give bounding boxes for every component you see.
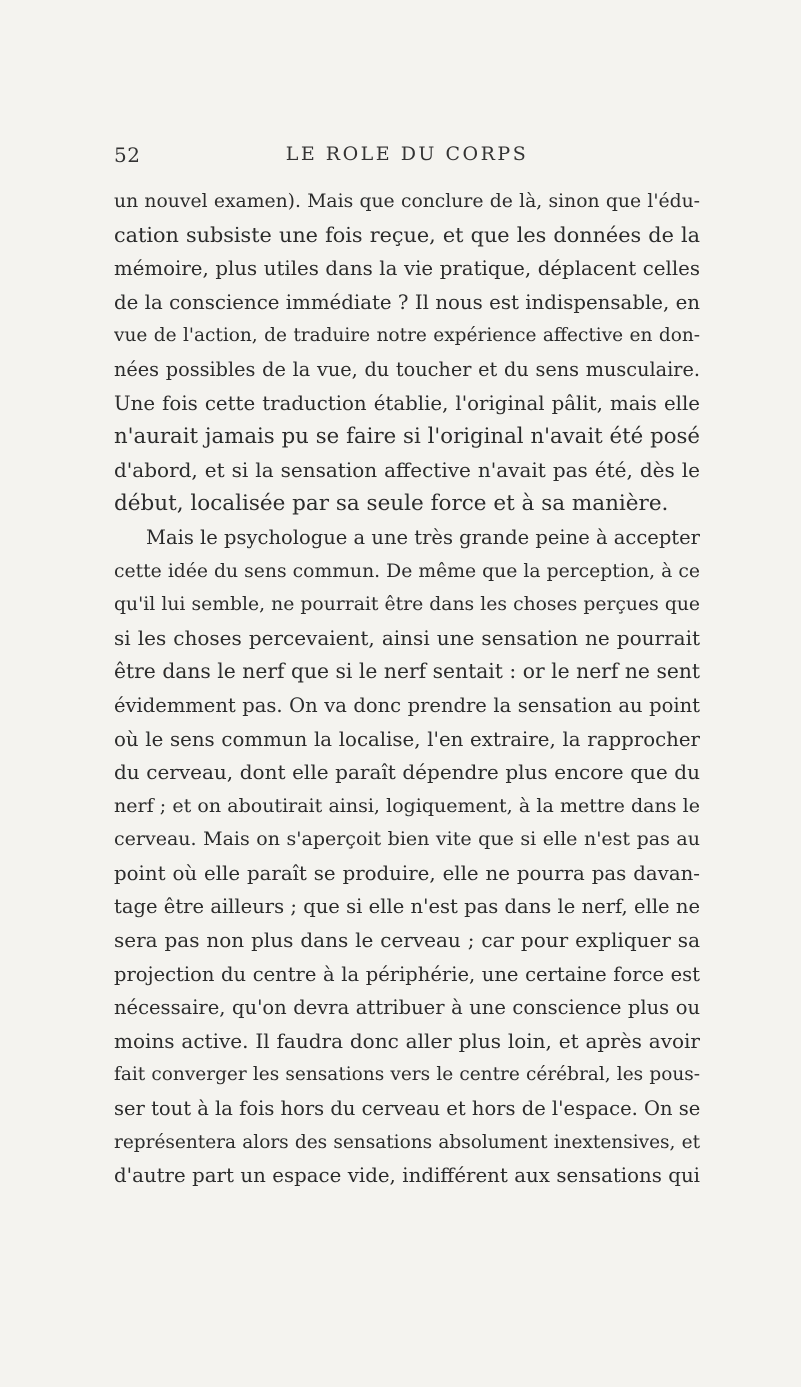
- text-line: moins active. Il faudra donc aller plus loin, et après avoir: [114, 1028, 700, 1053]
- page-header: [114, 143, 700, 173]
- text-line: tage être ailleurs ; que si elle n'est pas dans le nerf, elle ne: [114, 895, 700, 919]
- text-line: évidemment pas. On va donc prendre la sensation au point: [114, 693, 700, 717]
- text-line: ser tout à la fois hors du cerveau et hors de l'espace. On se: [114, 1097, 700, 1121]
- text-line: du cerveau, dont elle paraît dépendre plus encore que du: [114, 760, 700, 785]
- text-line: projection du centre à la périphérie, une certaine force est: [114, 962, 700, 986]
- text-line: représentera alors des sensations absolument inextensives, et: [114, 1131, 700, 1153]
- text-line: point où elle paraît se produire, elle ne pourra pas davan-: [114, 861, 700, 885]
- text-line: nécessaire, qu'on devra attribuer à une conscience plus ou: [114, 996, 700, 1020]
- text-line: cation subsiste une fois reçue, et que les données de la: [114, 222, 700, 247]
- text-line: si les choses percevaient, ainsi une sensation ne pourrait: [114, 625, 700, 650]
- text-line: cerveau. Mais on s'aperçoit bien vite que si elle n'est pas au: [114, 828, 700, 851]
- text-line: d'abord, et si la sensation affective n'avait pas été, dès le: [114, 457, 700, 482]
- text-line: Une fois cette traduction établie, l'original pâlit, mais elle: [114, 391, 700, 415]
- text-line: début, localisée par sa seule force et à sa manière.: [114, 491, 669, 517]
- running-head: LE ROLE DU CORPS: [285, 143, 529, 165]
- text-line: être dans le nerf que si le nerf sentait : or le nerf ne sent: [114, 659, 700, 684]
- text-line: nerf ; et on aboutirait ainsi, logiquement, à la mettre dans le: [114, 794, 700, 817]
- body-text: [114, 185, 700, 1193]
- text-line: d'autre part un espace vide, indifférent aux sensations qui: [114, 1164, 700, 1188]
- text-line: un nouvel examen). Mais que conclure de là, sinon que l'édu-: [114, 191, 700, 212]
- text-line: nées possibles de la vue, du toucher et du sens musculaire.: [114, 357, 700, 381]
- text-line: sera pas non plus dans le cerveau ; car pour expliquer sa: [114, 928, 700, 953]
- text-line: cette idée du sens commun. De même que la perception, à ce: [114, 560, 700, 582]
- text-line: fait converger les sensations vers le centre cérébral, les pous-: [114, 1064, 700, 1086]
- text-line: mémoire, plus utiles dans la vie pratique, déplacent celles: [114, 257, 700, 281]
- text-line: vue de l'action, de traduire notre expérience affective en don-: [114, 325, 700, 347]
- text-line: n'aurait jamais pu se faire si l'original n'avait été posé: [114, 424, 700, 450]
- text-line: qu'il lui semble, ne pourrait être dans les choses perçues que: [114, 594, 700, 616]
- page-number: 52: [114, 143, 141, 167]
- text-line: Mais le psychologue a une très grande peine à accepter: [146, 525, 700, 549]
- text-line: de la conscience immédiate ? Il nous est indispensable, en: [114, 290, 700, 314]
- text-line: où le sens commun la localise, l'en extraire, la rapprocher: [114, 727, 700, 751]
